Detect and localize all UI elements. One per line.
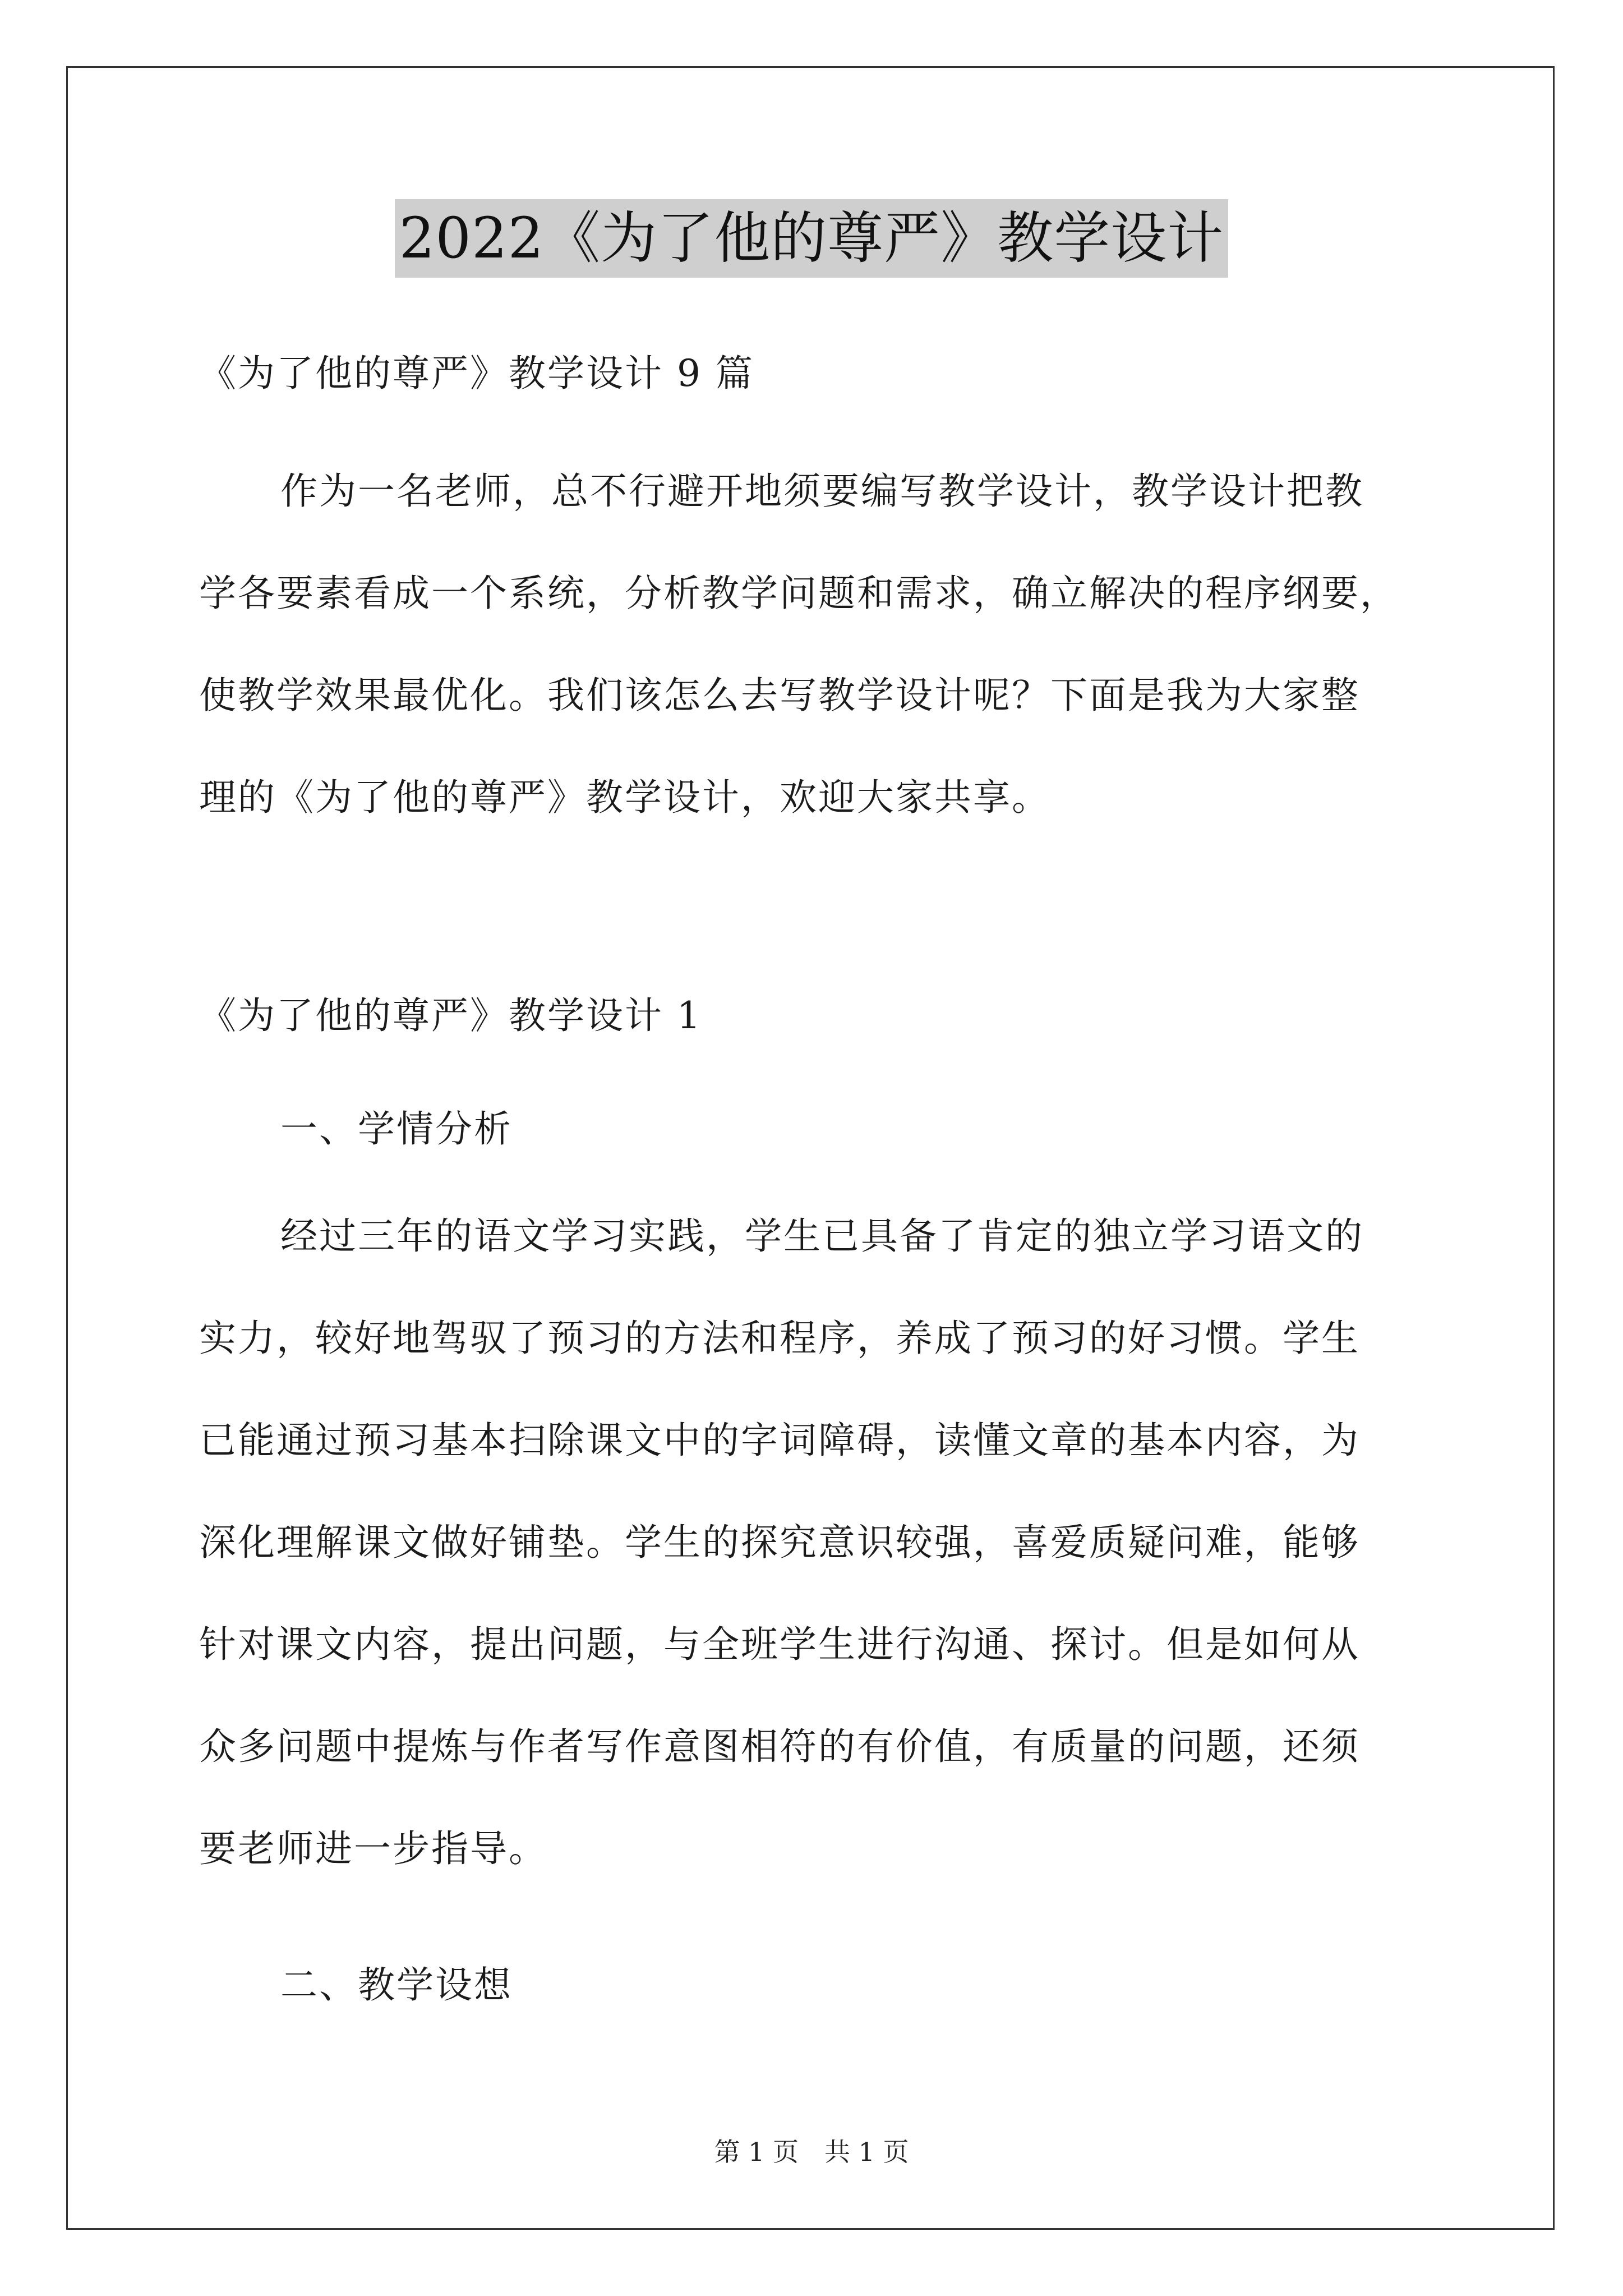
intro-line: 作为一名老师，总不行避开地须要编写教学设计，教学设计把教 [280, 470, 1364, 513]
body-line: 经过三年的语文学习实践，学生已具备了肯定的独立学习语文的 [280, 1214, 1364, 1258]
part-heading: 二、教学设想 [280, 1963, 513, 2007]
intro-line: 学各要素看成一个系统，分析教学问题和需求，确立解决的程序纲要， [199, 572, 1399, 615]
intro-paragraph [199, 440, 1433, 849]
subtitle: 《为了他的尊严》教学设计 9 篇 [199, 352, 754, 395]
document-title: 2022《为了他的尊严》教学设计 [395, 199, 1229, 278]
body-line: 深化理解课文做好铺垫。学生的探究意识较强，喜爱质疑问难，能够 [199, 1521, 1360, 1564]
intro-line: 使教学效果最优化。我们该怎么去写教学设计呢？下面是我为大家整 [199, 674, 1360, 717]
body-line: 众多问题中提炼与作者写作意图相符的有价值，有质量的问题，还须 [199, 1725, 1360, 1768]
title-container [0, 199, 1623, 278]
part-heading: 一、学情分析 [280, 1107, 513, 1151]
body-line: 已能通过预习基本扫除课文中的字词障碍，读懂文章的基本内容，为 [199, 1419, 1360, 1462]
section-heading: 《为了他的尊严》教学设计 1 [199, 994, 702, 1037]
part1-paragraph [199, 1185, 1433, 1900]
body-line: 实力，较好地驾驭了预习的方法和程序，养成了预习的好习惯。学生 [199, 1317, 1360, 1360]
intro-line: 理的《为了他的尊严》教学设计，欢迎大家共享。 [199, 776, 1050, 819]
body-line: 要老师进一步指导。 [199, 1827, 547, 1870]
page-footer: 第 1 页 共 1 页 [714, 2137, 909, 2167]
body-line: 针对课文内容，提出问题，与全班学生进行沟通、探讨。但是如何从 [199, 1623, 1360, 1666]
